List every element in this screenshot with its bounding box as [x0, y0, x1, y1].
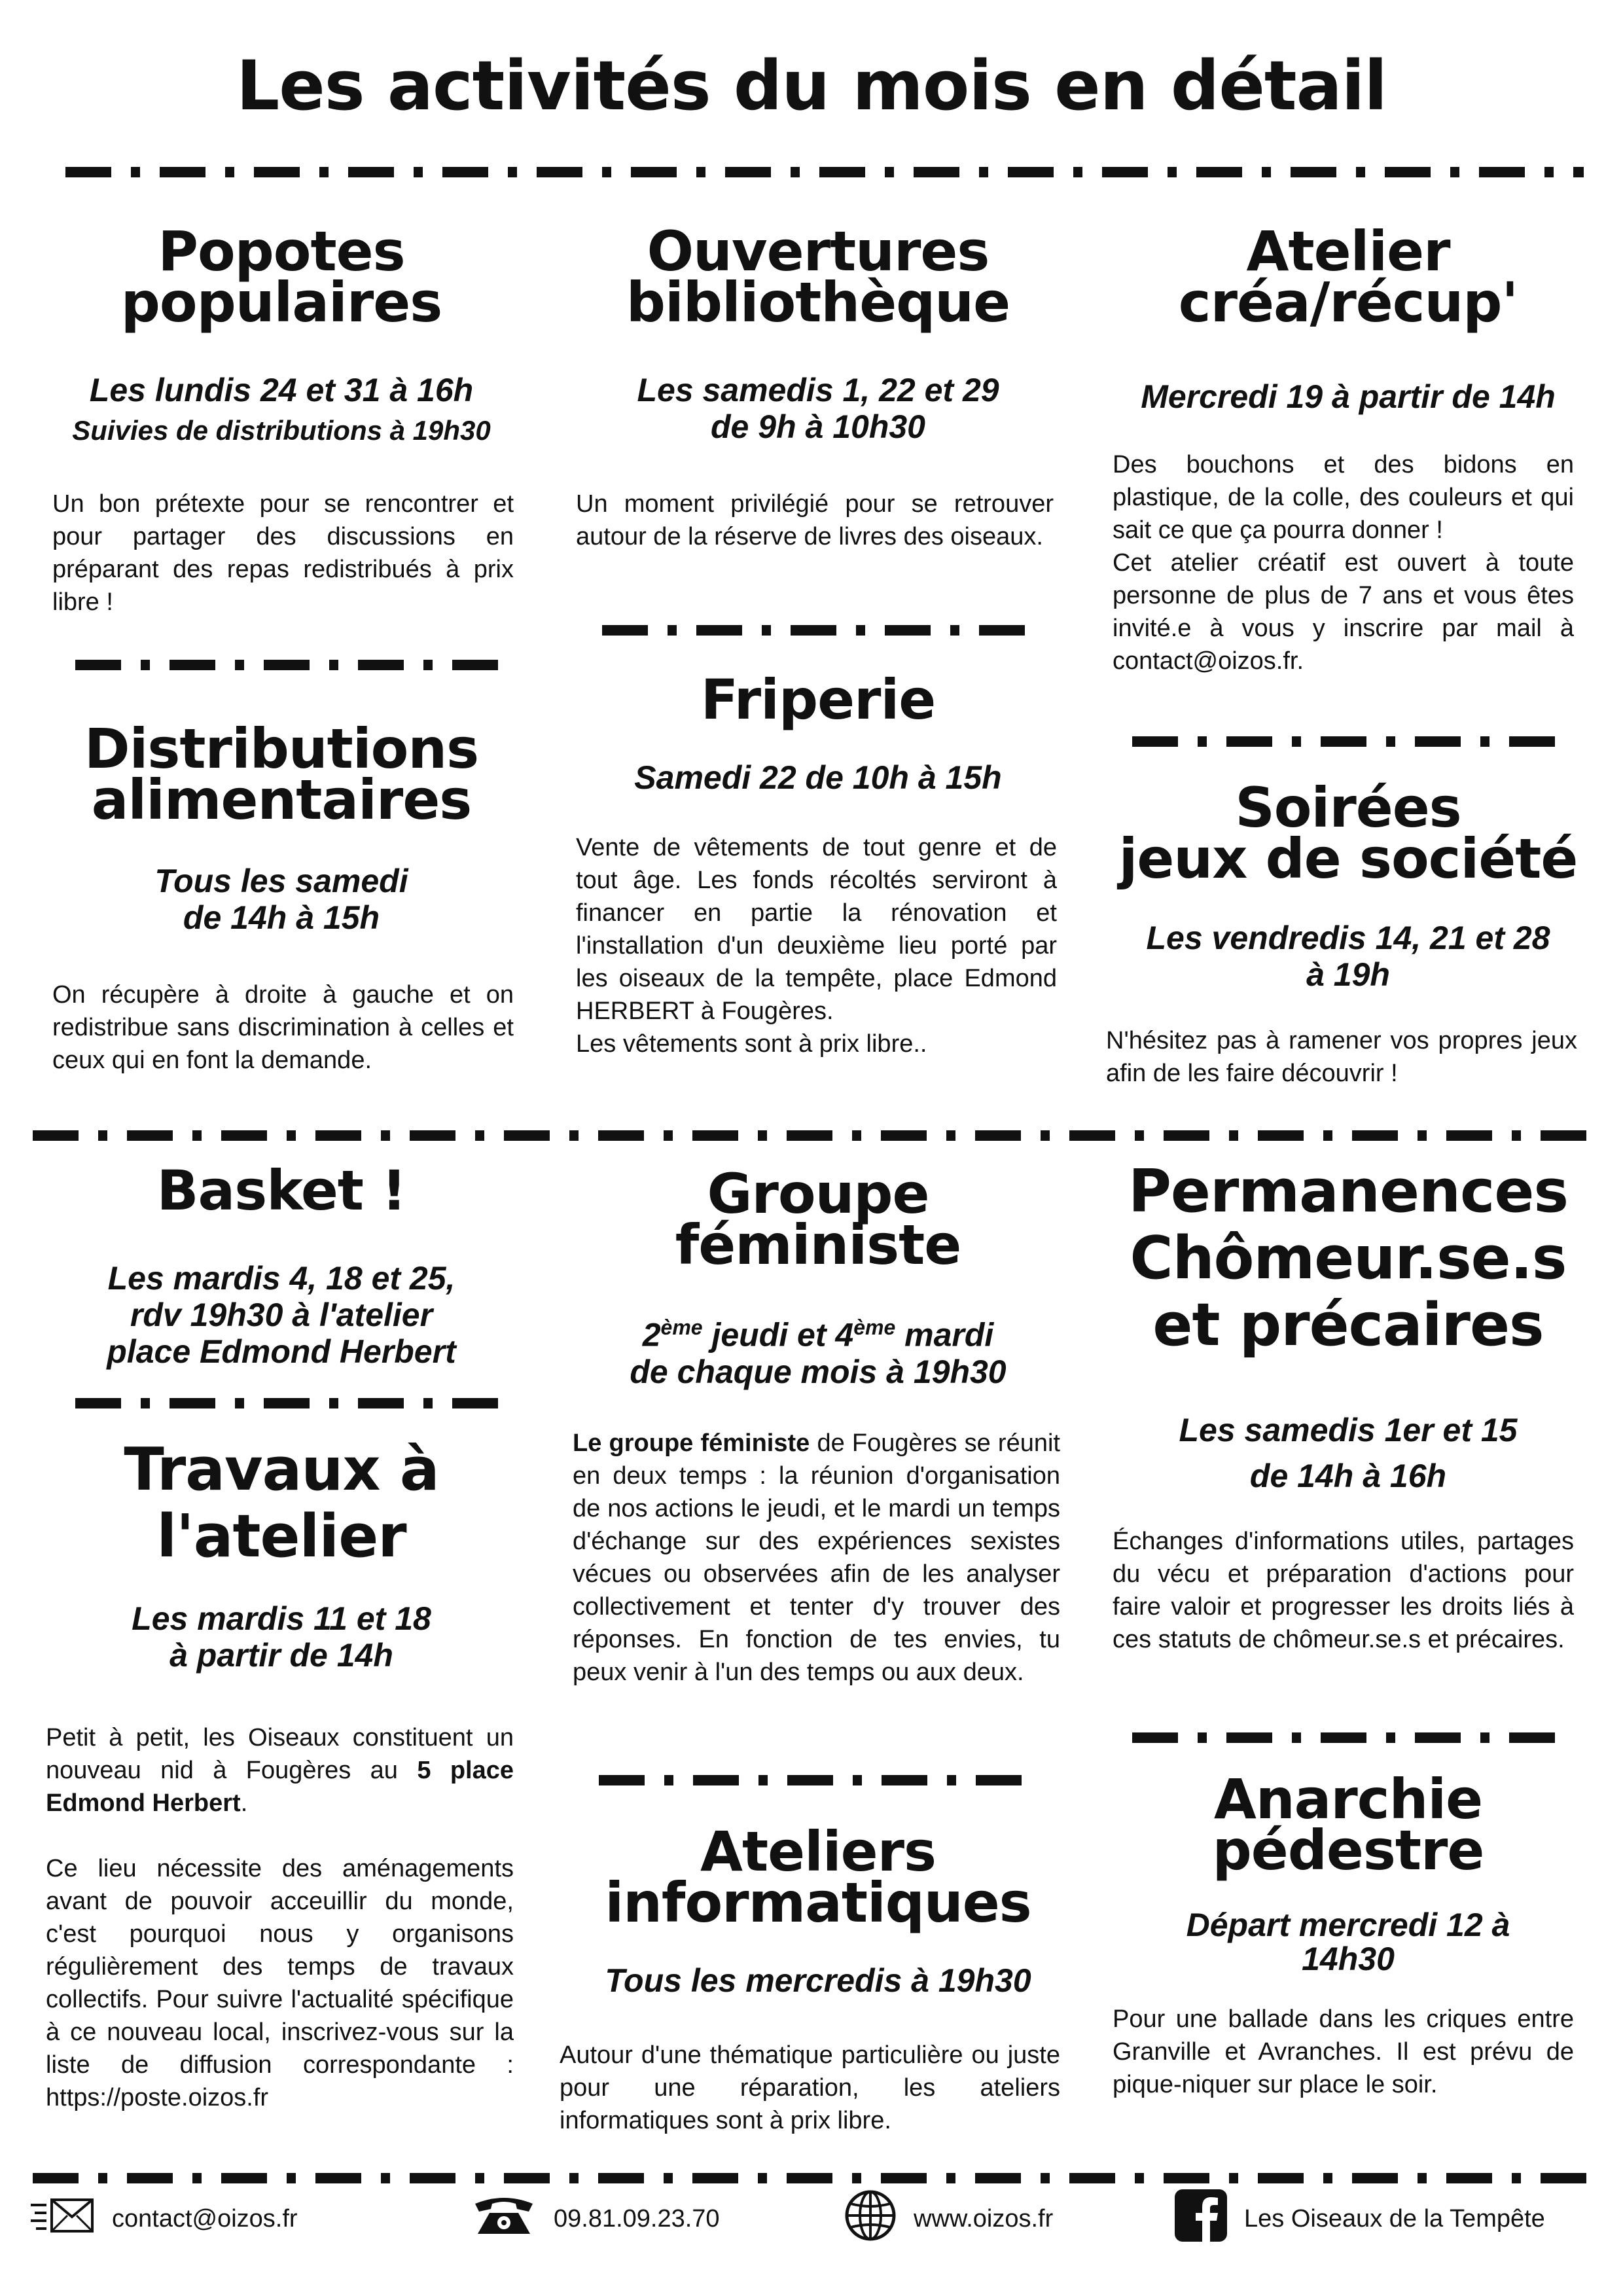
separator-col1-b [75, 1398, 507, 1408]
separator-middle [33, 1130, 1590, 1141]
friperie-text: Vente de vêtements de tout genre et de tout âge. Les fonds récoltés serviront à financer en partie la rénovation et l'installation d'un deuxième lieu porté par les oiseaux de la tempête, place Edmond HERBERT à Fougères. Les vêtements sont à prix libre.. [576, 834, 1057, 1058]
separator-top [65, 167, 1584, 177]
footer-email[interactable] [29, 2196, 298, 2242]
basket-title: Basket ! [156, 1158, 406, 1223]
phone-icon [471, 2195, 537, 2243]
travaux-title: Travaux à l'atelier [124, 1435, 439, 1571]
permanences-when: Les samedis 1er et 15 de 14h à 16h [1179, 1412, 1518, 1494]
travaux-when: Les mardis 11 et 18 à partir de 14h [132, 1600, 431, 1674]
footer-phone[interactable] [471, 2196, 720, 2242]
footer-email-text[interactable]: contact@oizos.fr [112, 2204, 298, 2233]
footer-phone-text[interactable]: 09.81.09.23.70 [554, 2204, 720, 2233]
groupe-when-n1: 2 [642, 1316, 661, 1354]
travaux-text-a: Petit à petit, les Oiseaux constituent un nouveau nid à Fougères au [46, 1724, 514, 1784]
separator-col3-a [1132, 736, 1564, 747]
anarchie-when: Départ mercredi 12 à 14h30 [1186, 1907, 1510, 1977]
travaux-text-2: Ce lieu nécessite des aménagements avant de pouvoir acceuillir du monde, c'est pourquoi nous y organisons régulièrement des temps de travaux collectifs. Pour suivre l'actualité spécifique à ce nouveau local, inscrivez-vous sur la liste de diffusion correspondante : https://poste.oizos.fr [46, 1855, 514, 2111]
distributions-when: Tous les samedi de 14h à 15h [154, 863, 408, 936]
anarchie-title: Anarchie pédestre [1212, 1767, 1484, 1882]
footer-website[interactable] [844, 2196, 1053, 2242]
ouvertures-title: Ouvertures bibliothèque [626, 219, 1010, 334]
separator-col2-b [599, 1775, 1031, 1785]
popotes-when-2: Suivies de distributions à 19h30 [72, 415, 491, 446]
groupe-when-end: mardi [895, 1316, 994, 1354]
groupe-text-bold: Le groupe féministe [573, 1429, 810, 1457]
groupe-text [573, 1427, 1060, 1689]
footer-facebook[interactable] [1175, 2196, 1545, 2242]
groupe-when [563, 1309, 1073, 1390]
footer-website-text[interactable]: www.oizos.fr [914, 2204, 1054, 2233]
separator-col2-a [602, 625, 1034, 636]
soirees-when: Les vendredis 14, 21 et 28 à 19h [1146, 920, 1550, 993]
separator-col1-a [75, 660, 507, 670]
distributions-text: On récupère à droite à gauche et on redistribue sans discrimination à celles et ceux qui en font la demande. [52, 981, 514, 1074]
atelier-crea-text: Des bouchons et des bidons en plastique, de la colle, des couleurs et qui sait ce que ça pourra donner ! Cet atelier créatif est ouvert à toute personne de plus de 7 ans et vous êtes invité.e à vous y inscrire par mail à contact@oizos.fr. [1113, 451, 1574, 675]
groupe-title: Groupe féministe [675, 1162, 961, 1277]
atelier-crea-title: Atelier créa/récup' [1178, 219, 1518, 334]
groupe-when-mid: jeudi et 4 [702, 1316, 854, 1354]
groupe-when-sup2: ème [853, 1316, 896, 1339]
ouvertures-when: Les samedis 1, 22 et 29 de 9h à 10h30 [637, 372, 999, 445]
groupe-when-line2: de chaque mois à 19h30 [630, 1353, 1007, 1390]
separator-col3-b [1132, 1732, 1564, 1743]
travaux-text-b: . [240, 1789, 248, 1817]
groupe-when-sup1: ème [660, 1316, 703, 1339]
popotes-when: Les lundis 24 et 31 à 16h [89, 372, 474, 408]
popotes-title: Popotes populaires [120, 219, 442, 334]
soirees-text: N'hésitez pas à ramener vos propres jeux afin de les faire découvrir ! [1106, 1027, 1577, 1087]
basket-when: Les mardis 4, 18 et 25, rdv 19h30 à l'atelier place Edmond Herbert [107, 1260, 456, 1370]
anarchie-text: Pour une ballade dans les criques entre Granville et Avranches. Il est prévu de pique-niquer sur place le soir. [1113, 2005, 1574, 2098]
travaux-text-bold: 5 place Edmond Herbert [46, 1757, 514, 1817]
ateliers-info-title: Ateliers informatiques [605, 1820, 1031, 1935]
separator-bottom [33, 2173, 1590, 2183]
permanences-text: Échanges d'informations utiles, partages du vécu et préparation d'actions pour faire valoir et progresser les droits liés à ces statuts de chômeur.se.s et précaires. [1113, 1528, 1574, 1653]
popotes-text: Un bon prétexte pour se rencontrer et pour partager des discussions en préparant des repas redistribués à prix libre ! [52, 490, 514, 616]
facebook-icon [1175, 2189, 1227, 2248]
friperie-when: Samedi 22 de 10h à 15h [634, 759, 1002, 796]
permanences-title: Permanences Chômeur.se.s et précaires [1128, 1157, 1569, 1359]
groupe-text-body: de Fougères se réunit en deux temps : la réunion d'organisation de nos actions le jeudi, et le mardi un temps d'échange sur des expériences sexistes vécues ou observées afin de les analyser collectivement et tenter d'y trouver des réponses. En fonction de tes envies, tu peux venir à l'un des temps ou aux deux. [573, 1429, 1060, 1686]
soirees-title: Soirées jeux de société [1118, 776, 1578, 891]
globe-icon [844, 2189, 897, 2248]
atelier-crea-when: Mercredi 19 à partir de 14h [1141, 378, 1556, 415]
email-icon [29, 2196, 95, 2242]
ouvertures-text: Un moment privilégié pour se retrouver autour de la réserve de livres des oiseaux. [576, 490, 1054, 550]
ateliers-info-when: Tous les mercredis à 19h30 [605, 1962, 1031, 1999]
friperie-title: Friperie [700, 668, 936, 732]
ateliers-info-text: Autour d'une thématique particulière ou juste pour une réparation, les ateliers informatiques sont à prix libre. [560, 2041, 1060, 2134]
page-title: Les activités du mois en détail [236, 46, 1387, 126]
travaux-text [46, 1721, 514, 1820]
distributions-title: Distributions alimentaires [84, 717, 479, 832]
footer-facebook-text[interactable]: Les Oiseaux de la Tempête [1244, 2204, 1545, 2233]
